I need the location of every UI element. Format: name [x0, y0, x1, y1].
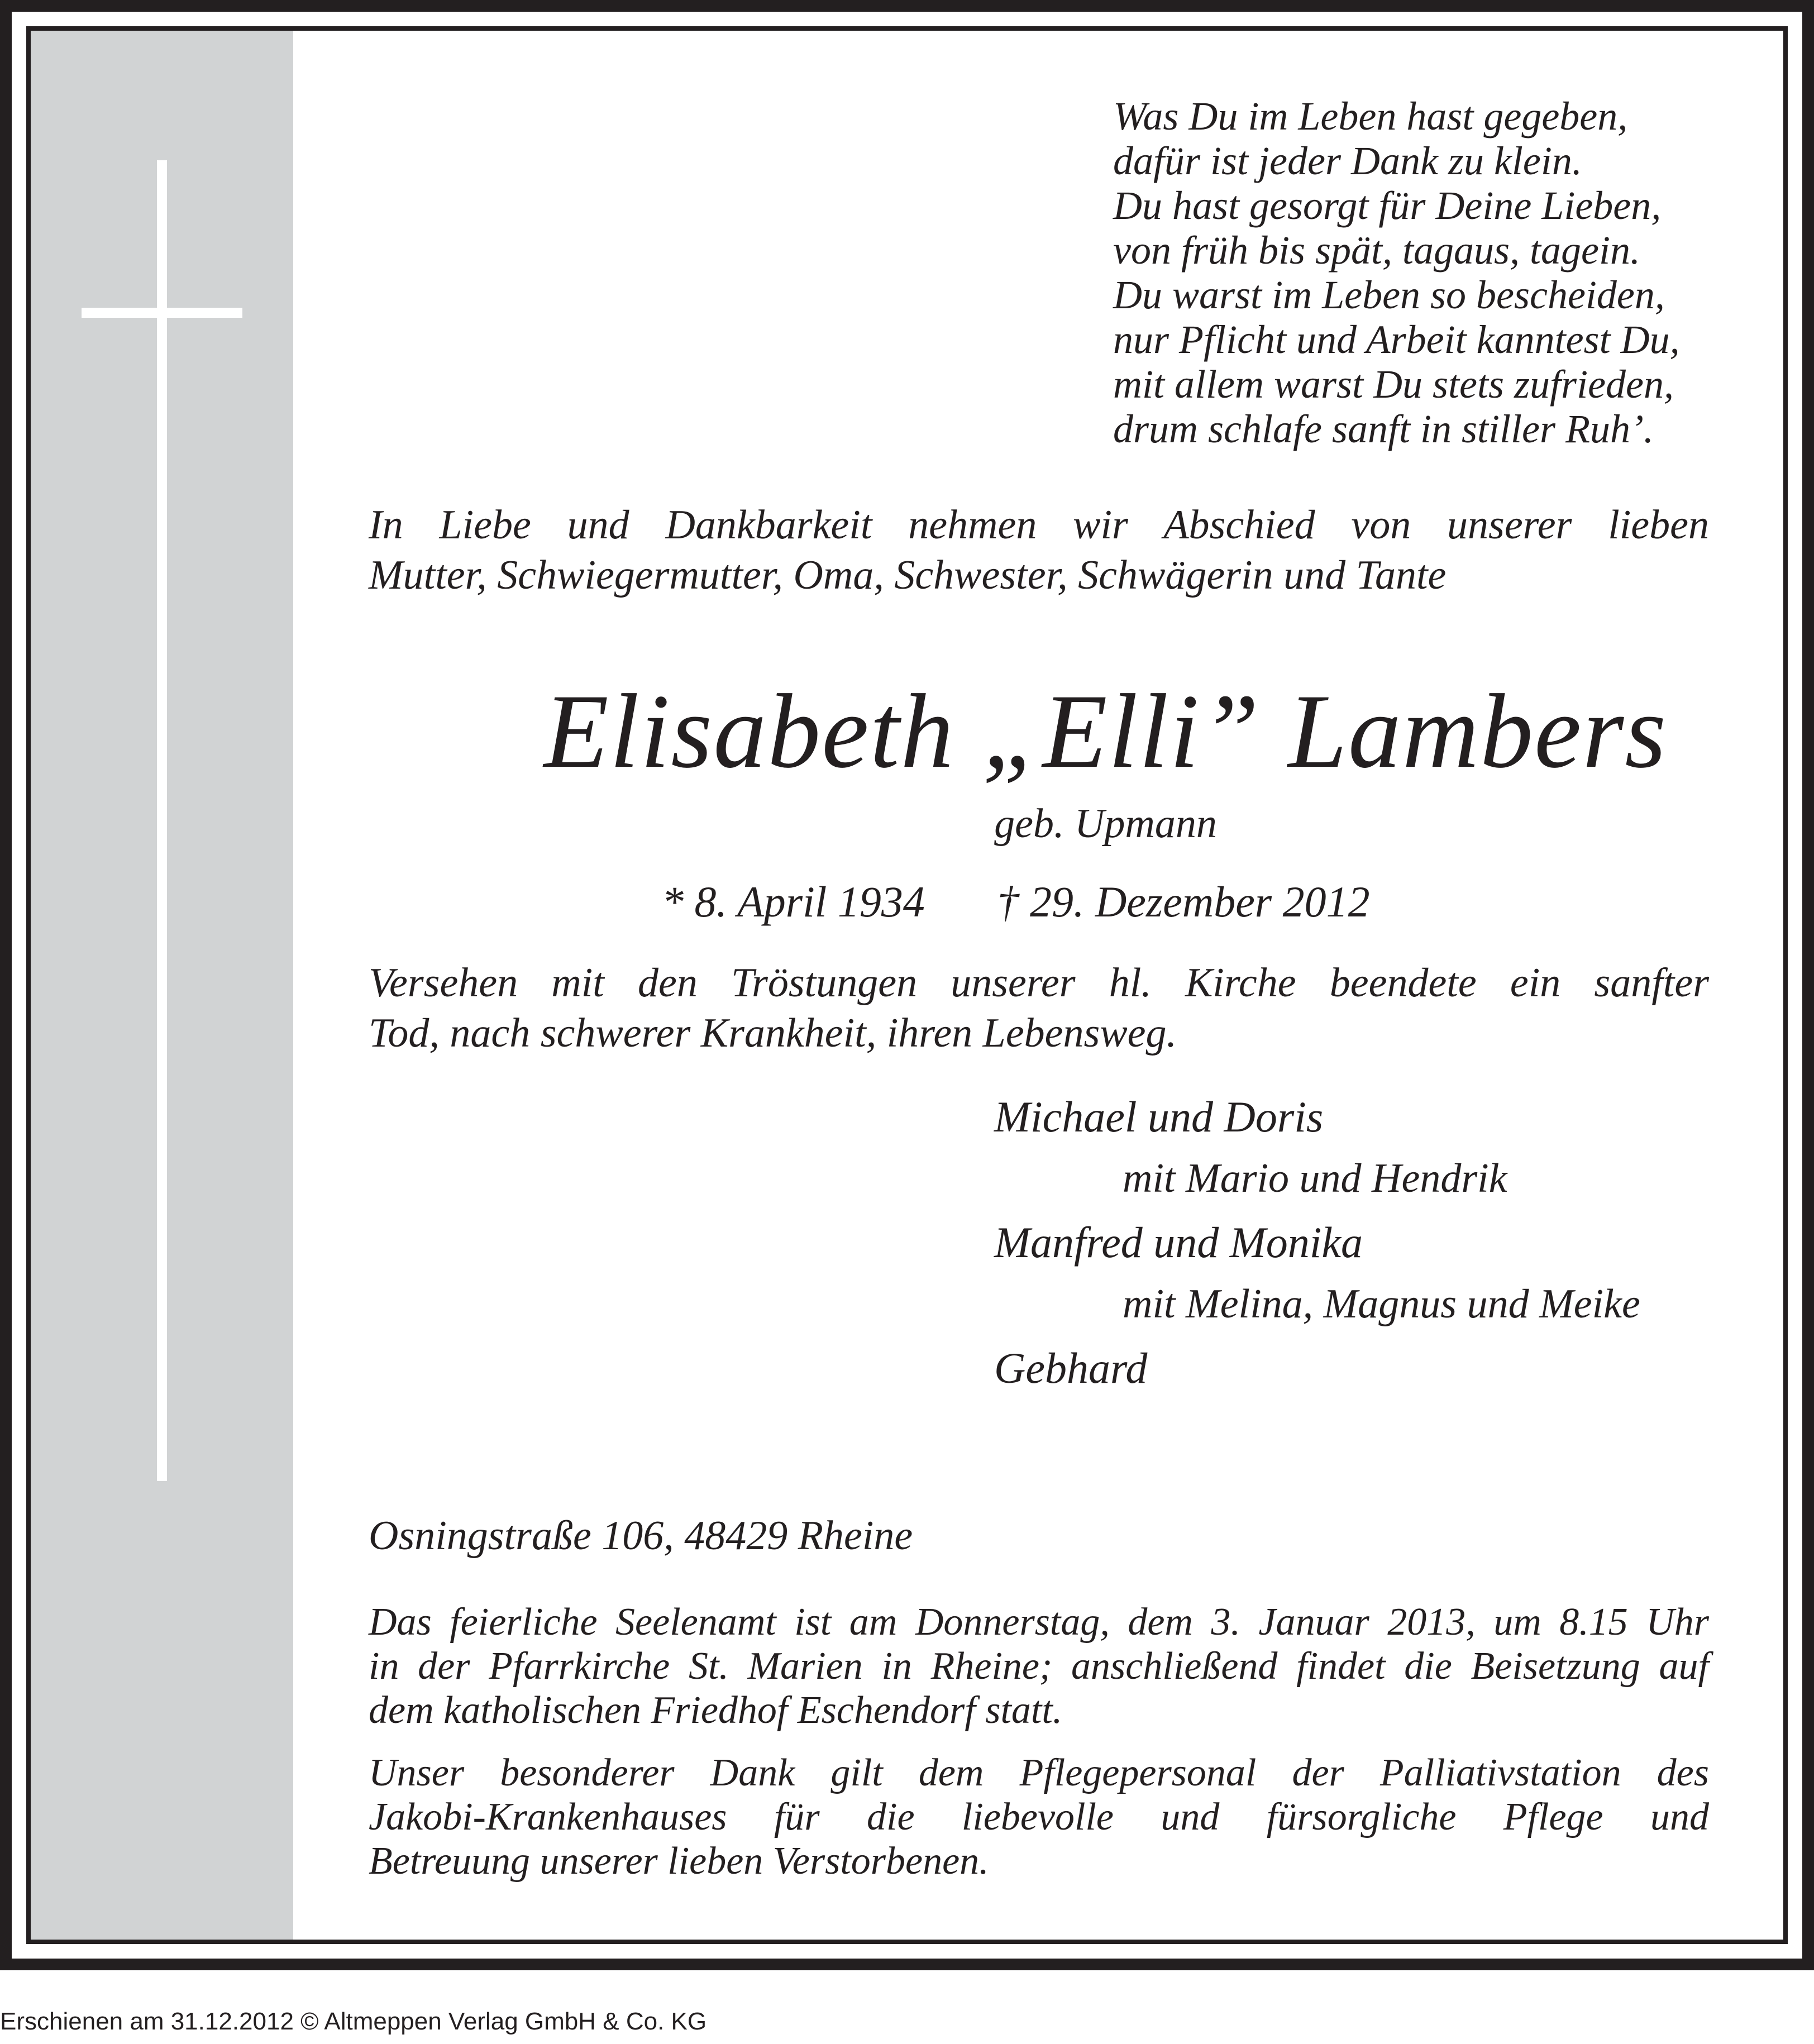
- service-info: [369, 1600, 1709, 1732]
- cross-icon-horizontal: [82, 308, 242, 318]
- maiden-name: geb. Upmann: [994, 801, 1217, 847]
- cross-icon-vertical: [157, 160, 167, 1481]
- death-date: † 29. Dezember 2012: [997, 877, 1370, 926]
- family-group-main: Manfred und Monika: [994, 1218, 1363, 1267]
- deceased-name: Elisabeth „Elli” Lambers: [543, 673, 1668, 790]
- family-group-sub: mit Melina, Magnus und Meike: [1123, 1281, 1640, 1327]
- provided-line: Tod, nach schwerer Krankheit, ihren Lebensweg.: [369, 1010, 1177, 1056]
- provided-text: [369, 958, 1709, 1058]
- family-group-main: Michael und Doris: [994, 1092, 1324, 1141]
- provided-line: Versehen mit den Tröstungen unserer hl. Kirche beendete ein sanfter: [369, 960, 1709, 1006]
- poem-line: Du hast gesorgt für Deine Lieben,: [1113, 183, 1662, 228]
- service-line: in der Pfarrkirche St. Marien in Rheine; anschließend findet die Beisetzung auf: [369, 1645, 1709, 1688]
- service-line: dem katholischen Friedhof Eschendorf statt.: [369, 1689, 1063, 1732]
- thanks-line: Unser besonderer Dank gilt dem Pflegepersonal der Palliativstation des: [369, 1751, 1709, 1794]
- intro-line: Mutter, Schwiegermutter, Oma, Schwester, Schwägerin und Tante: [369, 552, 1447, 598]
- poem-line: mit allem warst Du stets zufrieden,: [1113, 362, 1674, 407]
- poem-line: dafür ist jeder Dank zu klein.: [1113, 139, 1582, 183]
- family-group-main: Gebhard: [994, 1344, 1148, 1392]
- poem-line: nur Pflicht und Arbeit kanntest Du,: [1113, 317, 1680, 362]
- thanks-text: [369, 1751, 1709, 1883]
- birth-date: * 8. April 1934: [662, 877, 925, 926]
- thanks-line: Jakobi-Krankenhauses für die liebevolle und fürsorgliche Pflege und: [369, 1795, 1709, 1838]
- poem: [1113, 94, 1761, 451]
- intro-line: In Liebe und Dankbarkeit nehmen wir Abschied von unserer lieben: [369, 502, 1709, 548]
- address: Osningstraße 106, 48429 Rheine: [369, 1513, 913, 1559]
- obituary-notice: [31, 31, 1783, 1940]
- poem-line: drum schlafe sanft in stiller Ruh’.: [1113, 407, 1654, 451]
- life-dates: [662, 874, 1370, 930]
- poem-line: von früh bis spät, tagaus, tagein.: [1113, 228, 1641, 273]
- thanks-line: Betreuung unserer lieben Verstorbenen.: [369, 1840, 989, 1883]
- poem-line: Du warst im Leben so bescheiden,: [1113, 273, 1665, 317]
- publication-footer: Erschienen am 31.12.2012 © Altmeppen Verlag GmbH & Co. KG: [0, 2008, 707, 2035]
- grey-side-panel: [31, 31, 293, 1940]
- service-line: Das feierliche Seelenamt ist am Donnerstag, dem 3. Januar 2013, um 8.15 Uhr: [369, 1601, 1709, 1644]
- family-group-sub: mit Mario und Hendrik: [1123, 1155, 1507, 1201]
- intro-text: [369, 500, 1709, 600]
- poem-line: Was Du im Leben hast gegeben,: [1113, 94, 1628, 139]
